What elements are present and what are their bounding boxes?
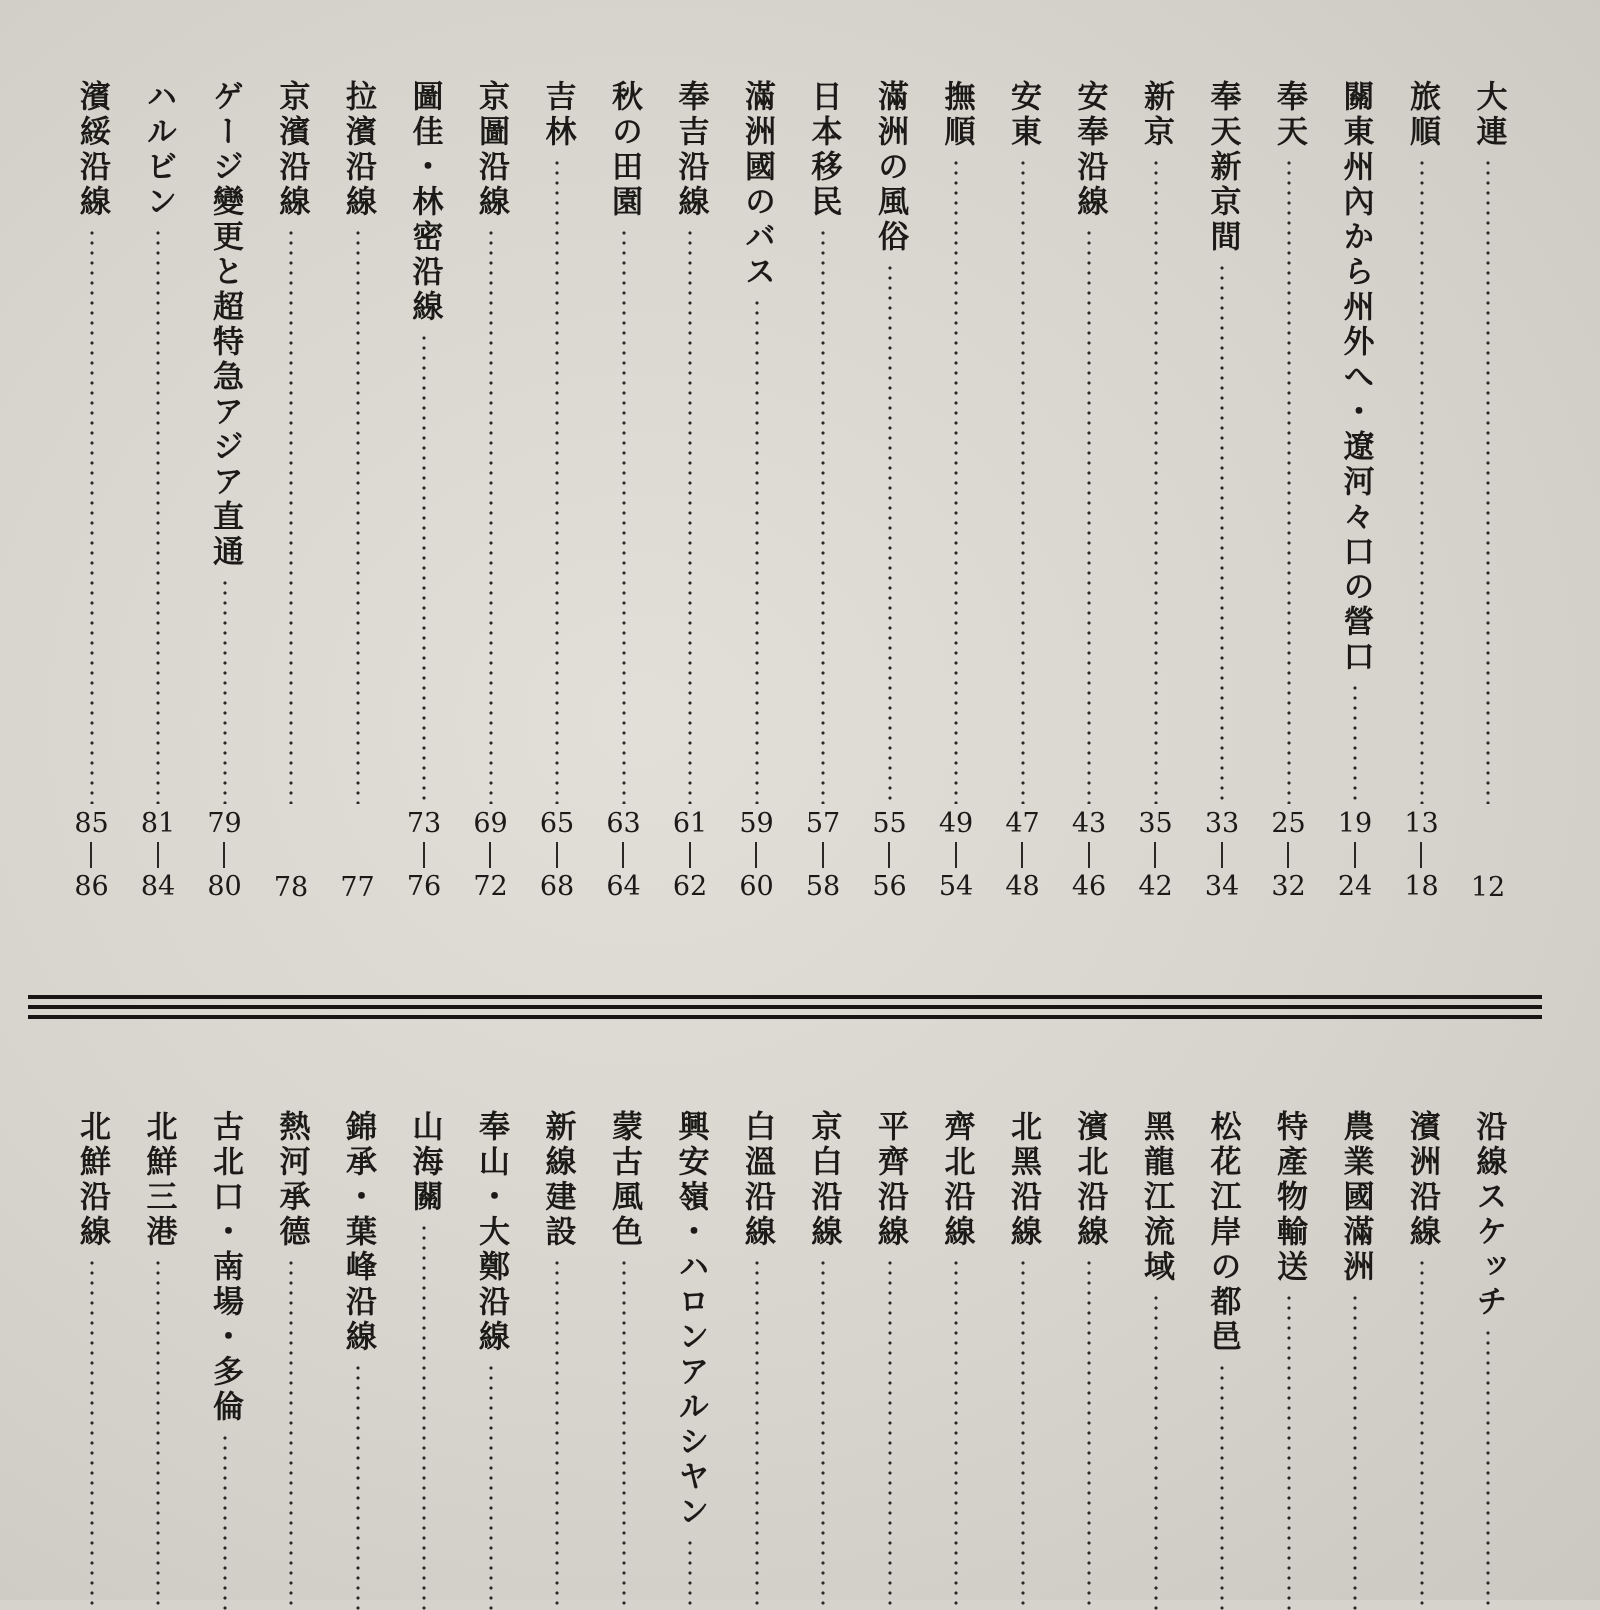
dot-leader bbox=[622, 228, 626, 804]
toc-entry-title: 滿洲國のバス bbox=[739, 80, 775, 290]
dot-leader bbox=[489, 228, 493, 804]
toc-entry-title: 關東州內から州外へ・遼河々口の營口 bbox=[1337, 80, 1374, 675]
toc-entry bbox=[996, 80, 1050, 920]
page-start: 49 bbox=[938, 808, 974, 839]
page-range-dash bbox=[223, 842, 225, 868]
toc-entry bbox=[1395, 1110, 1449, 1610]
toc-entry-title: 白溫沿線 bbox=[739, 1110, 775, 1250]
page-end: 84 bbox=[140, 871, 176, 902]
toc-entry-title: 古北口・南場・多倫 bbox=[207, 1110, 243, 1425]
toc-entry-title: 齊北沿線 bbox=[938, 1110, 975, 1250]
toc-entry bbox=[796, 80, 850, 920]
toc-entry-title: ゲージ變更と超特急アジア直通 bbox=[207, 80, 243, 570]
toc-entry bbox=[264, 1110, 318, 1610]
toc-entry-title: 京圖沿線 bbox=[473, 80, 509, 220]
dot-leader bbox=[1287, 1293, 1291, 1610]
dot-leader bbox=[1220, 1363, 1224, 1610]
page-end: 32 bbox=[1271, 871, 1306, 902]
dot-leader bbox=[755, 1258, 759, 1610]
dot-leader bbox=[1087, 228, 1091, 804]
toc-entry-title: 熱河承德 bbox=[273, 1110, 310, 1250]
page-range bbox=[540, 810, 574, 920]
toc-entry-title: 沿線スケッチ bbox=[1470, 1110, 1507, 1320]
page-end: 42 bbox=[1138, 871, 1173, 902]
toc-entry-title: 新京 bbox=[1138, 80, 1174, 150]
toc-entry bbox=[131, 80, 185, 920]
toc-entry-title: 松花江岸の都邑 bbox=[1204, 1110, 1241, 1355]
page-range bbox=[739, 810, 773, 920]
dot-leader bbox=[688, 1538, 692, 1610]
toc-entry bbox=[397, 1110, 451, 1610]
page-end: 80 bbox=[207, 871, 242, 902]
dot-leader bbox=[223, 578, 227, 804]
toc-entry bbox=[996, 1110, 1050, 1610]
toc-entry-title: 錦承・葉峰沿線 bbox=[340, 1110, 376, 1355]
toc-entry-title: 濱北沿線 bbox=[1071, 1110, 1108, 1250]
toc-entry bbox=[1129, 80, 1183, 920]
page-start: 79 bbox=[207, 808, 242, 839]
dot-leader bbox=[1220, 263, 1224, 804]
page-range-dash bbox=[689, 842, 691, 868]
dot-leader bbox=[1287, 158, 1291, 804]
page-range-dash bbox=[1088, 842, 1090, 868]
page-end: 12 bbox=[1470, 872, 1506, 903]
toc-entry-title: 濱洲沿線 bbox=[1404, 1110, 1440, 1250]
toc-entry-title: 平齊沿線 bbox=[872, 1110, 908, 1250]
toc-entry-title: 北鮮沿線 bbox=[74, 1110, 110, 1250]
page-start: 57 bbox=[805, 808, 841, 839]
toc-entry-title: 拉濱沿線 bbox=[340, 80, 376, 220]
toc-entry bbox=[796, 1110, 850, 1610]
toc-entry bbox=[863, 80, 917, 920]
toc-entry-title: 安東 bbox=[1005, 80, 1041, 150]
toc-entry bbox=[597, 80, 651, 920]
toc-entry bbox=[331, 1110, 385, 1610]
toc-entry bbox=[198, 1110, 252, 1610]
toc-entry-title: 農業國滿洲 bbox=[1337, 1110, 1374, 1285]
dot-leader bbox=[555, 158, 559, 804]
toc-entry bbox=[530, 80, 584, 920]
page-range-dash bbox=[423, 842, 425, 868]
toc-entry-title: 黑龍江流域 bbox=[1138, 1110, 1174, 1285]
toc-entry bbox=[1395, 80, 1449, 920]
page-range bbox=[1471, 810, 1505, 920]
page-end: 60 bbox=[739, 871, 774, 902]
page-range bbox=[1205, 810, 1239, 920]
page-end: 48 bbox=[1005, 871, 1040, 902]
toc-entry bbox=[65, 80, 119, 920]
page-start: 47 bbox=[1005, 808, 1040, 839]
page-start: 25 bbox=[1271, 808, 1306, 839]
page-range bbox=[407, 810, 441, 920]
dot-leader bbox=[1420, 1258, 1424, 1610]
page-range bbox=[1404, 810, 1438, 920]
toc-entry-title: 大連 bbox=[1470, 80, 1507, 150]
toc-entry bbox=[464, 80, 518, 920]
page-range-dash bbox=[1221, 842, 1223, 868]
page-end: 34 bbox=[1204, 871, 1240, 902]
toc-entry bbox=[464, 1110, 518, 1610]
toc-entry-title: 京白沿線 bbox=[805, 1110, 842, 1250]
toc-entry-title: 奉天新京間 bbox=[1204, 80, 1241, 255]
toc-entry-title: 山海關 bbox=[406, 1110, 443, 1215]
page-range bbox=[340, 810, 374, 920]
toc-entry bbox=[663, 80, 717, 920]
dot-leader bbox=[223, 1433, 227, 1610]
page-start: 63 bbox=[606, 808, 641, 839]
page-start: 19 bbox=[1337, 808, 1373, 839]
dot-leader bbox=[555, 1258, 559, 1610]
dot-leader bbox=[489, 1363, 493, 1610]
dot-leader bbox=[821, 1258, 825, 1610]
page-range bbox=[606, 810, 640, 920]
toc-entry bbox=[1461, 1110, 1515, 1610]
toc-entry bbox=[1328, 80, 1382, 920]
toc-entry bbox=[663, 1110, 717, 1610]
dot-leader bbox=[1420, 158, 1424, 804]
dot-leader bbox=[1154, 158, 1158, 804]
dot-leader bbox=[156, 228, 160, 804]
dot-leader bbox=[90, 228, 94, 804]
page-end: 58 bbox=[805, 871, 841, 902]
page-range-dash bbox=[90, 842, 92, 868]
page-range bbox=[141, 810, 175, 920]
dot-leader bbox=[356, 228, 360, 804]
dot-leader bbox=[888, 263, 892, 804]
toc-entry bbox=[1062, 1110, 1116, 1610]
toc-entry-title: 京濱沿線 bbox=[273, 80, 310, 220]
page-end: 18 bbox=[1404, 871, 1439, 902]
page-end: 76 bbox=[406, 871, 442, 902]
page-range-dash bbox=[888, 842, 890, 868]
dot-leader bbox=[622, 1258, 626, 1610]
page-range bbox=[1338, 810, 1372, 920]
page-end: 64 bbox=[606, 871, 641, 902]
toc-entry-title: 日本移民 bbox=[805, 80, 842, 220]
page-start: 61 bbox=[672, 808, 708, 839]
page-end: 68 bbox=[539, 871, 575, 902]
dot-leader bbox=[1353, 683, 1357, 804]
toc-entry bbox=[397, 80, 451, 920]
dot-leader bbox=[821, 228, 825, 804]
toc-entry bbox=[65, 1110, 119, 1610]
dot-leader bbox=[688, 228, 692, 804]
page-end: 62 bbox=[672, 871, 708, 902]
dot-leader bbox=[1353, 1293, 1357, 1610]
toc-entry-title: 滿洲の風俗 bbox=[872, 80, 908, 255]
page-end: 54 bbox=[938, 871, 974, 902]
dot-leader bbox=[1486, 1328, 1490, 1610]
toc-entry-title: 奉山・大鄭沿線 bbox=[473, 1110, 509, 1355]
page-start: 65 bbox=[539, 808, 575, 839]
page-range-dash bbox=[755, 842, 757, 868]
page-start: 55 bbox=[872, 808, 907, 839]
page-end: 78 bbox=[273, 872, 309, 903]
dot-leader bbox=[1154, 1293, 1158, 1610]
dot-leader bbox=[755, 298, 759, 804]
toc-entry bbox=[1328, 1110, 1382, 1610]
toc-lower-section bbox=[0, 1110, 1600, 1600]
page-range-dash bbox=[822, 842, 824, 868]
page-end: 86 bbox=[74, 871, 109, 902]
page-start: 81 bbox=[140, 808, 176, 839]
page-start: 35 bbox=[1138, 808, 1173, 839]
page-range bbox=[872, 810, 906, 920]
toc-entry bbox=[1062, 80, 1116, 920]
page-start: 33 bbox=[1204, 808, 1240, 839]
toc-entry bbox=[1195, 1110, 1249, 1610]
dot-leader bbox=[888, 1258, 892, 1610]
dot-leader bbox=[289, 1258, 293, 1610]
toc-entry-title: 北鮮三港 bbox=[140, 1110, 177, 1250]
toc-entry bbox=[131, 1110, 185, 1610]
toc-entry bbox=[1195, 80, 1249, 920]
page-range bbox=[74, 810, 108, 920]
toc-entry-title: 蒙古風色 bbox=[606, 1110, 642, 1250]
divider-rule bbox=[28, 1005, 1542, 1009]
section-divider bbox=[28, 995, 1542, 1025]
page-range-dash bbox=[1021, 842, 1023, 868]
toc-entry-title: 濱綏沿線 bbox=[74, 80, 110, 220]
page-end: 46 bbox=[1071, 871, 1107, 902]
page-range bbox=[1138, 810, 1172, 920]
toc-entry bbox=[863, 1110, 917, 1610]
page-range bbox=[1005, 810, 1039, 920]
dot-leader bbox=[954, 1258, 958, 1610]
toc-entry bbox=[1262, 1110, 1316, 1610]
page-range-dash bbox=[1287, 842, 1289, 868]
dot-leader bbox=[422, 1223, 426, 1610]
page-range-dash bbox=[157, 842, 159, 868]
toc-entry-title: 旅順 bbox=[1404, 80, 1440, 150]
toc-upper-section bbox=[0, 80, 1600, 940]
toc-entry bbox=[198, 80, 252, 920]
page-range-dash bbox=[1354, 842, 1356, 868]
page-range bbox=[1271, 810, 1305, 920]
page-range bbox=[207, 810, 241, 920]
toc-entry-title: 吉林 bbox=[539, 80, 576, 150]
toc-entry bbox=[1262, 80, 1316, 920]
page-range-dash bbox=[1420, 842, 1422, 868]
toc-entry-title: 北黑沿線 bbox=[1005, 1110, 1041, 1250]
dot-leader bbox=[422, 333, 426, 804]
page-end: 56 bbox=[872, 871, 907, 902]
page-range-dash bbox=[556, 842, 558, 868]
divider-rule bbox=[28, 995, 1542, 999]
dot-leader bbox=[1021, 158, 1025, 804]
page-range bbox=[939, 810, 973, 920]
toc-entry-title: 特產物輸送 bbox=[1271, 1110, 1307, 1285]
toc-entry-title: 圖佳・林密沿線 bbox=[406, 80, 443, 325]
toc-entry-title: 奉吉沿線 bbox=[672, 80, 709, 220]
page-start: 59 bbox=[739, 808, 774, 839]
page-start: 43 bbox=[1071, 808, 1107, 839]
toc-entry bbox=[929, 80, 983, 920]
dot-leader bbox=[1486, 158, 1490, 804]
page-start: 13 bbox=[1404, 808, 1439, 839]
dot-leader bbox=[156, 1258, 160, 1610]
dot-leader bbox=[1021, 1258, 1025, 1610]
dot-leader bbox=[90, 1258, 94, 1610]
page-start: 85 bbox=[74, 808, 109, 839]
toc-entry-title: ハルビン bbox=[140, 80, 177, 220]
dot-leader bbox=[356, 1363, 360, 1610]
toc-entry bbox=[730, 80, 784, 920]
toc-entry bbox=[730, 1110, 784, 1610]
toc-entry-title: 新線建設 bbox=[539, 1110, 576, 1250]
toc-entry-title: 安奉沿線 bbox=[1071, 80, 1108, 220]
toc-entry bbox=[597, 1110, 651, 1610]
toc-entry bbox=[331, 80, 385, 920]
dot-leader bbox=[289, 228, 293, 804]
page-range bbox=[673, 810, 707, 920]
dot-leader bbox=[1087, 1258, 1091, 1610]
toc-entry bbox=[1461, 80, 1515, 920]
page-range-dash bbox=[489, 842, 491, 868]
page-range-dash bbox=[955, 842, 957, 868]
page-start: 69 bbox=[473, 808, 508, 839]
page-end: 24 bbox=[1337, 871, 1373, 902]
page-range-dash bbox=[622, 842, 624, 868]
page-end: 72 bbox=[473, 871, 508, 902]
toc-entry bbox=[1129, 1110, 1183, 1610]
toc-entry bbox=[929, 1110, 983, 1610]
toc-entry bbox=[530, 1110, 584, 1610]
toc-entry-title: 秋の田園 bbox=[606, 80, 642, 220]
divider-rule bbox=[28, 1015, 1542, 1019]
page-range bbox=[806, 810, 840, 920]
toc-entry bbox=[264, 80, 318, 920]
toc-entry-title: 奉天 bbox=[1271, 80, 1307, 150]
dot-leader bbox=[954, 158, 958, 804]
page-range bbox=[1072, 810, 1106, 920]
page-range bbox=[473, 810, 507, 920]
page-range bbox=[274, 810, 308, 920]
toc-entry-title: 興安嶺・ハロンアルシヤン bbox=[672, 1110, 709, 1530]
page-start: 73 bbox=[406, 808, 442, 839]
page-end: 77 bbox=[340, 872, 375, 903]
page-range-dash bbox=[1154, 842, 1156, 868]
toc-entry-title: 撫順 bbox=[938, 80, 975, 150]
